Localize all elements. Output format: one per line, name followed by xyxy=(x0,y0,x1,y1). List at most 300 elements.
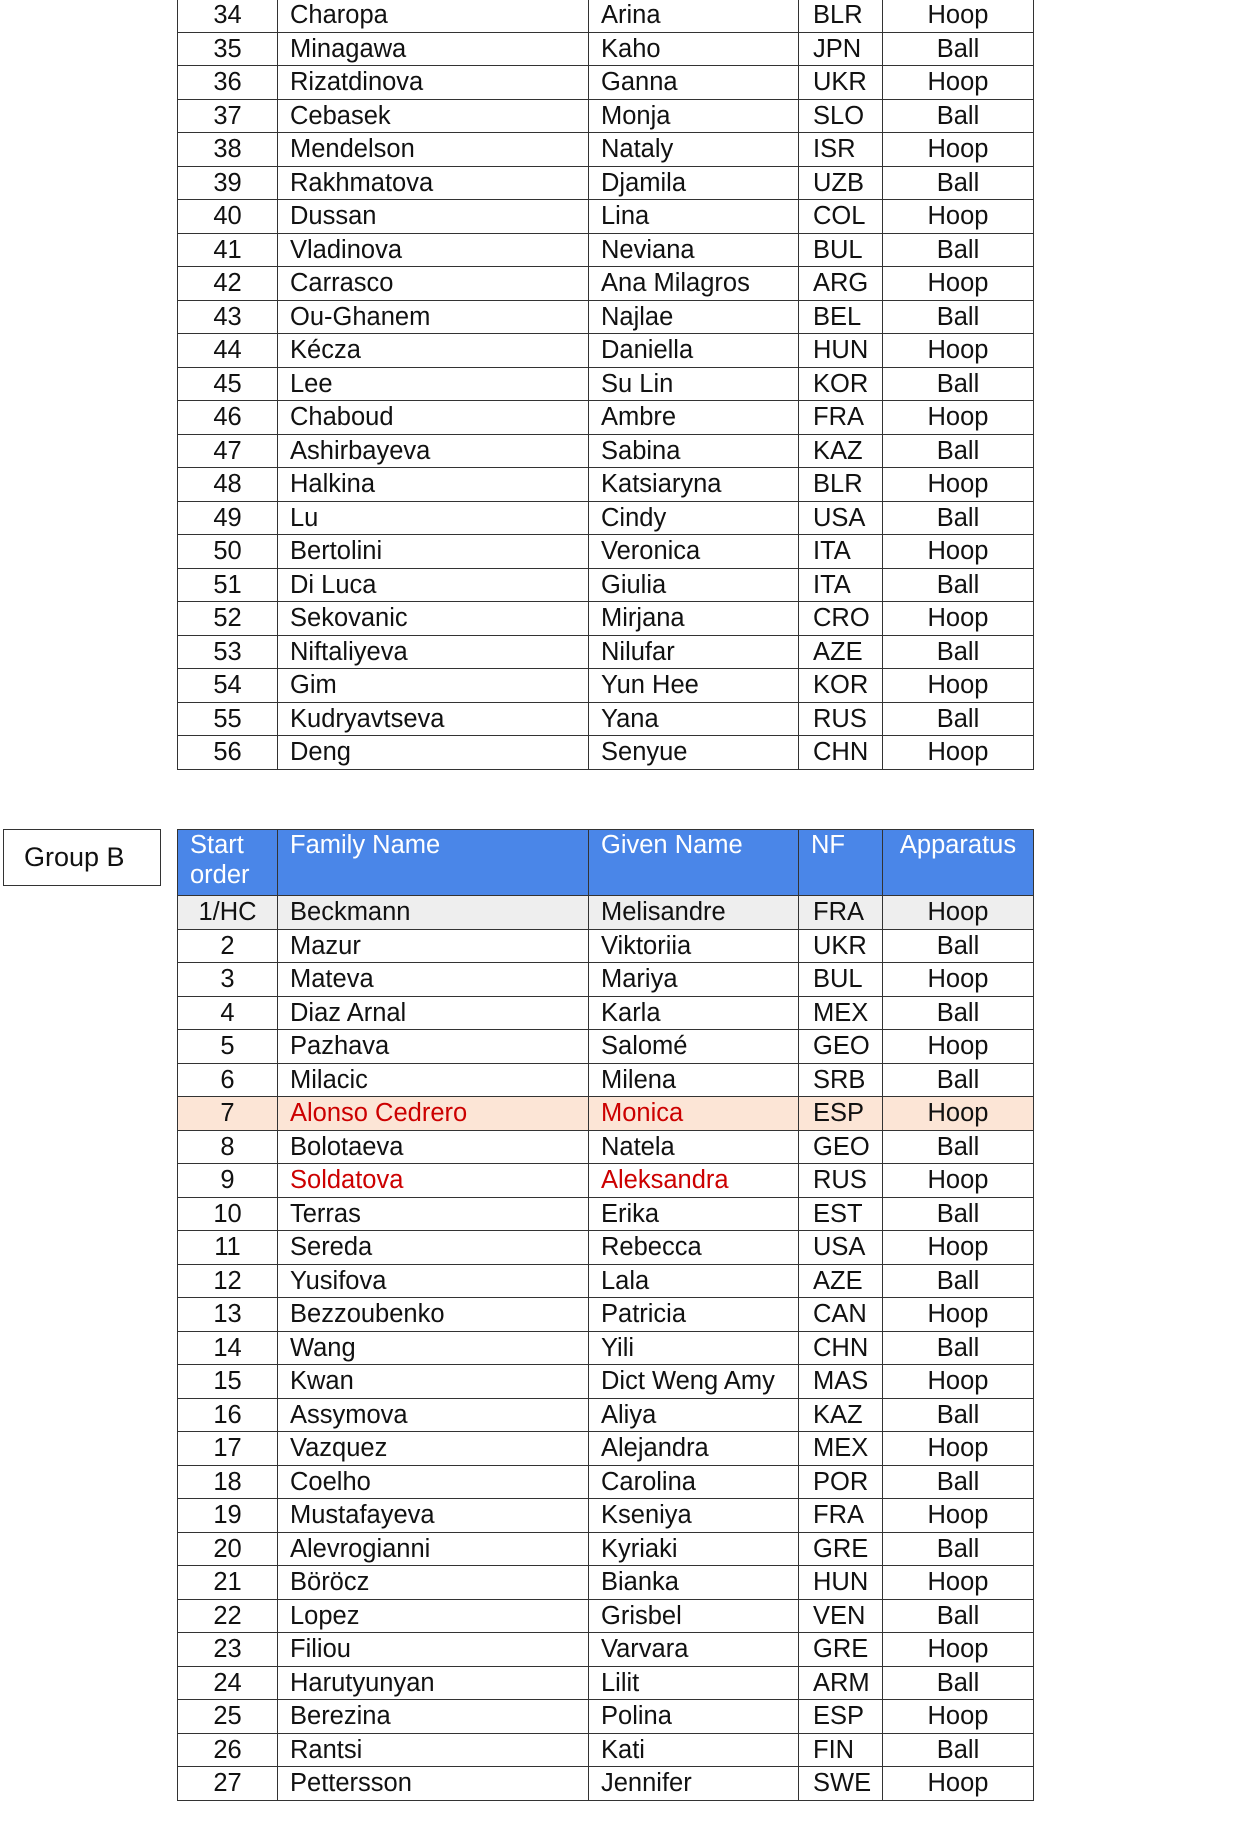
cell-nf: SWE xyxy=(799,1767,883,1801)
cell-apparatus: Ball xyxy=(883,1733,1034,1767)
table-row xyxy=(178,300,1034,334)
cell-nf: POR xyxy=(799,1465,883,1499)
table-row xyxy=(178,669,1034,703)
cell-family-name: Lopez xyxy=(278,1599,589,1633)
cell-nf: KAZ xyxy=(799,1398,883,1432)
table-row xyxy=(178,635,1034,669)
table-row xyxy=(178,1063,1034,1097)
cell-family-name: Dussan xyxy=(278,200,589,234)
cell-given-name: Monja xyxy=(589,99,799,133)
cell-given-name: Erika xyxy=(589,1197,799,1231)
cell-apparatus: Ball xyxy=(883,367,1034,401)
cell-family-name: Bezzoubenko xyxy=(278,1298,589,1332)
cell-nf: CHN xyxy=(799,1331,883,1365)
cell-apparatus: Hoop xyxy=(883,468,1034,502)
cell-family-name: Cebasek xyxy=(278,99,589,133)
cell-given-name: Veronica xyxy=(589,535,799,569)
cell-apparatus: Ball xyxy=(883,1264,1034,1298)
cell-nf: KOR xyxy=(799,669,883,703)
cell-nf: CRO xyxy=(799,602,883,636)
cell-family-name: Terras xyxy=(278,1197,589,1231)
cell-family-name: Assymova xyxy=(278,1398,589,1432)
cell-start-order: 15 xyxy=(178,1365,278,1399)
cell-family-name: Lee xyxy=(278,367,589,401)
cell-apparatus: Hoop xyxy=(883,1164,1034,1198)
cell-family-name: Mazur xyxy=(278,929,589,963)
cell-given-name: Djamila xyxy=(589,166,799,200)
cell-apparatus: Ball xyxy=(883,929,1034,963)
cell-nf: GRE xyxy=(799,1633,883,1667)
header-start-order-line2: order xyxy=(190,861,250,889)
cell-start-order: 24 xyxy=(178,1666,278,1700)
cell-nf: RUS xyxy=(799,702,883,736)
cell-nf: BUL xyxy=(799,963,883,997)
cell-given-name: Dict Weng Amy xyxy=(589,1365,799,1399)
cell-apparatus: Hoop xyxy=(883,267,1034,301)
table-row xyxy=(178,367,1034,401)
cell-apparatus: Ball xyxy=(883,1063,1034,1097)
cell-apparatus: Ball xyxy=(883,635,1034,669)
table-row xyxy=(178,1432,1034,1466)
cell-apparatus: Hoop xyxy=(883,1298,1034,1332)
cell-start-order: 22 xyxy=(178,1599,278,1633)
cell-nf: ITA xyxy=(799,535,883,569)
cell-nf: UZB xyxy=(799,166,883,200)
cell-apparatus: Ball xyxy=(883,702,1034,736)
table-row xyxy=(178,32,1034,66)
cell-given-name: Su Lin xyxy=(589,367,799,401)
cell-apparatus: Ball xyxy=(883,1465,1034,1499)
cell-start-order: 42 xyxy=(178,267,278,301)
cell-start-order: 34 xyxy=(178,0,278,32)
cell-given-name: Ganna xyxy=(589,66,799,100)
cell-family-name: Kwan xyxy=(278,1365,589,1399)
cell-family-name: Rizatdinova xyxy=(278,66,589,100)
cell-family-name: Bolotaeva xyxy=(278,1130,589,1164)
cell-nf: FRA xyxy=(799,1499,883,1533)
table-row xyxy=(178,166,1034,200)
cell-nf: CHN xyxy=(799,736,883,770)
cell-family-name: Berezina xyxy=(278,1700,589,1734)
table-row xyxy=(178,736,1034,770)
cell-given-name: Kati xyxy=(589,1733,799,1767)
cell-apparatus: Ball xyxy=(883,300,1034,334)
cell-given-name: Arina xyxy=(589,0,799,32)
cell-start-order: 54 xyxy=(178,669,278,703)
cell-start-order: 6 xyxy=(178,1063,278,1097)
cell-given-name: Ana Milagros xyxy=(589,267,799,301)
cell-apparatus: Hoop xyxy=(883,1767,1034,1801)
cell-apparatus: Hoop xyxy=(883,0,1034,32)
cell-apparatus: Ball xyxy=(883,1197,1034,1231)
header-family-name: Family Name xyxy=(278,830,589,896)
cell-family-name: Mendelson xyxy=(278,133,589,167)
cell-given-name: Salomé xyxy=(589,1030,799,1064)
cell-start-order: 19 xyxy=(178,1499,278,1533)
cell-given-name: Ambre xyxy=(589,401,799,435)
cell-given-name: Karla xyxy=(589,996,799,1030)
cell-start-order: 27 xyxy=(178,1767,278,1801)
cell-apparatus: Ball xyxy=(883,501,1034,535)
table-row xyxy=(178,468,1034,502)
cell-given-name: Nilufar xyxy=(589,635,799,669)
header-given-name: Given Name xyxy=(589,830,799,896)
cell-family-name: Sereda xyxy=(278,1231,589,1265)
cell-nf: CAN xyxy=(799,1298,883,1332)
cell-apparatus: Ball xyxy=(883,32,1034,66)
cell-nf: JPN xyxy=(799,32,883,66)
cell-nf: FRA xyxy=(799,401,883,435)
table-row xyxy=(178,1532,1034,1566)
cell-family-name: Beckmann xyxy=(278,896,589,930)
cell-given-name: Aliya xyxy=(589,1398,799,1432)
cell-family-name: Soldatova xyxy=(278,1164,589,1198)
table-row xyxy=(178,1666,1034,1700)
cell-start-order: 45 xyxy=(178,367,278,401)
table-row xyxy=(178,66,1034,100)
cell-apparatus: Ball xyxy=(883,1398,1034,1432)
table-row xyxy=(178,401,1034,435)
table-row xyxy=(178,1633,1034,1667)
cell-given-name: Melisandre xyxy=(589,896,799,930)
cell-apparatus: Ball xyxy=(883,1532,1034,1566)
cell-nf: ARG xyxy=(799,267,883,301)
cell-given-name: Carolina xyxy=(589,1465,799,1499)
cell-nf: ARM xyxy=(799,1666,883,1700)
cell-given-name: Polina xyxy=(589,1700,799,1734)
cell-given-name: Lala xyxy=(589,1264,799,1298)
cell-start-order: 50 xyxy=(178,535,278,569)
cell-family-name: Bertolini xyxy=(278,535,589,569)
cell-given-name: Patricia xyxy=(589,1298,799,1332)
cell-apparatus: Hoop xyxy=(883,1566,1034,1600)
cell-apparatus: Hoop xyxy=(883,896,1034,930)
table-row xyxy=(178,1767,1034,1801)
table-row xyxy=(178,1197,1034,1231)
cell-given-name: Yana xyxy=(589,702,799,736)
table-row xyxy=(178,1566,1034,1600)
cell-given-name: Jennifer xyxy=(589,1767,799,1801)
table-row xyxy=(178,1130,1034,1164)
cell-family-name: Harutyunyan xyxy=(278,1666,589,1700)
cell-apparatus: Hoop xyxy=(883,66,1034,100)
table-row xyxy=(178,1733,1034,1767)
group-b-label-text: Group B xyxy=(24,842,125,872)
cell-nf: MEX xyxy=(799,996,883,1030)
table-row xyxy=(178,963,1034,997)
cell-start-order: 56 xyxy=(178,736,278,770)
cell-apparatus: Hoop xyxy=(883,1365,1034,1399)
cell-start-order: 12 xyxy=(178,1264,278,1298)
cell-apparatus: Hoop xyxy=(883,133,1034,167)
cell-start-order: 48 xyxy=(178,468,278,502)
cell-family-name: Mustafayeva xyxy=(278,1499,589,1533)
table-row xyxy=(178,434,1034,468)
table-row xyxy=(178,1465,1034,1499)
cell-start-order: 40 xyxy=(178,200,278,234)
cell-family-name: Alevrogianni xyxy=(278,1532,589,1566)
cell-given-name: Kyriaki xyxy=(589,1532,799,1566)
cell-family-name: Carrasco xyxy=(278,267,589,301)
cell-apparatus: Ball xyxy=(883,1666,1034,1700)
cell-apparatus: Ball xyxy=(883,166,1034,200)
cell-start-order: 2 xyxy=(178,929,278,963)
cell-nf: UKR xyxy=(799,929,883,963)
cell-family-name: Vazquez xyxy=(278,1432,589,1466)
cell-nf: USA xyxy=(799,1231,883,1265)
table-header-row xyxy=(178,830,1034,896)
cell-family-name: Chaboud xyxy=(278,401,589,435)
cell-start-order: 20 xyxy=(178,1532,278,1566)
cell-apparatus: Hoop xyxy=(883,1499,1034,1533)
cell-apparatus: Ball xyxy=(883,1331,1034,1365)
table-row xyxy=(178,1164,1034,1198)
cell-given-name: Sabina xyxy=(589,434,799,468)
cell-given-name: Daniella xyxy=(589,334,799,368)
cell-nf: ITA xyxy=(799,568,883,602)
cell-given-name: Senyue xyxy=(589,736,799,770)
cell-given-name: Mirjana xyxy=(589,602,799,636)
cell-start-order: 3 xyxy=(178,963,278,997)
cell-apparatus: Hoop xyxy=(883,1633,1034,1667)
cell-given-name: Aleksandra xyxy=(589,1164,799,1198)
cell-start-order: 16 xyxy=(178,1398,278,1432)
cell-nf: ISR xyxy=(799,133,883,167)
start-list-table-group-b xyxy=(177,829,1034,1801)
cell-nf: GEO xyxy=(799,1130,883,1164)
table-row xyxy=(178,602,1034,636)
cell-start-order: 13 xyxy=(178,1298,278,1332)
cell-family-name: Alonso Cedrero xyxy=(278,1097,589,1131)
cell-apparatus: Hoop xyxy=(883,535,1034,569)
cell-given-name: Varvara xyxy=(589,1633,799,1667)
cell-given-name: Lilit xyxy=(589,1666,799,1700)
cell-nf: HUN xyxy=(799,334,883,368)
cell-nf: VEN xyxy=(799,1599,883,1633)
table-row xyxy=(178,0,1034,32)
cell-start-order: 55 xyxy=(178,702,278,736)
cell-given-name: Monica xyxy=(589,1097,799,1131)
cell-nf: UKR xyxy=(799,66,883,100)
cell-nf: BLR xyxy=(799,0,883,32)
cell-start-order: 47 xyxy=(178,434,278,468)
cell-nf: SRB xyxy=(799,1063,883,1097)
table-row xyxy=(178,1365,1034,1399)
cell-apparatus: Hoop xyxy=(883,602,1034,636)
cell-family-name: Yusifova xyxy=(278,1264,589,1298)
cell-nf: USA xyxy=(799,501,883,535)
cell-start-order: 35 xyxy=(178,32,278,66)
cell-start-order: 10 xyxy=(178,1197,278,1231)
cell-start-order: 5 xyxy=(178,1030,278,1064)
cell-start-order: 25 xyxy=(178,1700,278,1734)
table-row xyxy=(178,267,1034,301)
cell-family-name: Vladinova xyxy=(278,233,589,267)
cell-family-name: Filiou xyxy=(278,1633,589,1667)
table-row xyxy=(178,501,1034,535)
cell-start-order: 4 xyxy=(178,996,278,1030)
cell-apparatus: Hoop xyxy=(883,736,1034,770)
cell-given-name: Bianka xyxy=(589,1566,799,1600)
cell-start-order: 36 xyxy=(178,66,278,100)
table-row xyxy=(178,233,1034,267)
cell-family-name: Halkina xyxy=(278,468,589,502)
start-list-table-top xyxy=(177,0,1034,770)
cell-family-name: Pettersson xyxy=(278,1767,589,1801)
cell-start-order: 37 xyxy=(178,99,278,133)
cell-nf: GEO xyxy=(799,1030,883,1064)
table-row xyxy=(178,929,1034,963)
cell-nf: ESP xyxy=(799,1097,883,1131)
cell-family-name: Diaz Arnal xyxy=(278,996,589,1030)
cell-family-name: Kécza xyxy=(278,334,589,368)
cell-nf: KOR xyxy=(799,367,883,401)
cell-family-name: Gim xyxy=(278,669,589,703)
cell-given-name: Mariya xyxy=(589,963,799,997)
cell-family-name: Böröcz xyxy=(278,1566,589,1600)
cell-given-name: Natela xyxy=(589,1130,799,1164)
cell-nf: GRE xyxy=(799,1532,883,1566)
cell-nf: AZE xyxy=(799,1264,883,1298)
cell-apparatus: Ball xyxy=(883,434,1034,468)
cell-start-order: 49 xyxy=(178,501,278,535)
cell-family-name: Mateva xyxy=(278,963,589,997)
cell-given-name: Neviana xyxy=(589,233,799,267)
cell-apparatus: Hoop xyxy=(883,963,1034,997)
table-row xyxy=(178,535,1034,569)
cell-start-order: 51 xyxy=(178,568,278,602)
table-row xyxy=(178,1231,1034,1265)
table-row xyxy=(178,1264,1034,1298)
table-row xyxy=(178,99,1034,133)
cell-start-order: 41 xyxy=(178,233,278,267)
cell-start-order: 8 xyxy=(178,1130,278,1164)
cell-family-name: Milacic xyxy=(278,1063,589,1097)
cell-apparatus: Ball xyxy=(883,996,1034,1030)
cell-apparatus: Hoop xyxy=(883,1700,1034,1734)
cell-nf: COL xyxy=(799,200,883,234)
cell-given-name: Katsiaryna xyxy=(589,468,799,502)
cell-start-order: 11 xyxy=(178,1231,278,1265)
cell-apparatus: Hoop xyxy=(883,1030,1034,1064)
table-row xyxy=(178,1398,1034,1432)
cell-nf: ESP xyxy=(799,1700,883,1734)
cell-nf: MEX xyxy=(799,1432,883,1466)
header-start-order-line1: Start xyxy=(190,831,244,859)
header-apparatus: Apparatus xyxy=(883,830,1034,896)
cell-given-name: Yun Hee xyxy=(589,669,799,703)
cell-start-order: 14 xyxy=(178,1331,278,1365)
cell-apparatus: Hoop xyxy=(883,200,1034,234)
cell-apparatus: Hoop xyxy=(883,1432,1034,1466)
cell-start-order: 23 xyxy=(178,1633,278,1667)
cell-given-name: Nataly xyxy=(589,133,799,167)
cell-start-order: 7 xyxy=(178,1097,278,1131)
cell-apparatus: Hoop xyxy=(883,669,1034,703)
cell-given-name: Lina xyxy=(589,200,799,234)
cell-given-name: Kseniya xyxy=(589,1499,799,1533)
cell-start-order: 44 xyxy=(178,334,278,368)
table-row xyxy=(178,1331,1034,1365)
header-nf: NF xyxy=(799,830,883,896)
table-row xyxy=(178,133,1034,167)
cell-start-order: 26 xyxy=(178,1733,278,1767)
cell-nf: FRA xyxy=(799,896,883,930)
table-row xyxy=(178,896,1034,930)
cell-family-name: Minagawa xyxy=(278,32,589,66)
cell-given-name: Grisbel xyxy=(589,1599,799,1633)
table-row xyxy=(178,1097,1034,1131)
cell-nf: EST xyxy=(799,1197,883,1231)
cell-family-name: Sekovanic xyxy=(278,602,589,636)
cell-family-name: Charopa xyxy=(278,0,589,32)
cell-nf: BEL xyxy=(799,300,883,334)
group-b-label xyxy=(3,829,161,886)
cell-given-name: Kaho xyxy=(589,32,799,66)
cell-family-name: Niftaliyeva xyxy=(278,635,589,669)
cell-nf: MAS xyxy=(799,1365,883,1399)
cell-family-name: Rakhmatova xyxy=(278,166,589,200)
cell-apparatus: Hoop xyxy=(883,334,1034,368)
cell-family-name: Pazhava xyxy=(278,1030,589,1064)
cell-apparatus: Hoop xyxy=(883,401,1034,435)
cell-nf: AZE xyxy=(799,635,883,669)
cell-given-name: Rebecca xyxy=(589,1231,799,1265)
cell-nf: KAZ xyxy=(799,434,883,468)
cell-nf: BUL xyxy=(799,233,883,267)
table-row xyxy=(178,334,1034,368)
table-row xyxy=(178,1030,1034,1064)
cell-given-name: Giulia xyxy=(589,568,799,602)
cell-start-order: 21 xyxy=(178,1566,278,1600)
cell-apparatus: Hoop xyxy=(883,1097,1034,1131)
cell-family-name: Ou-Ghanem xyxy=(278,300,589,334)
cell-apparatus: Hoop xyxy=(883,1231,1034,1265)
cell-nf: FIN xyxy=(799,1733,883,1767)
cell-start-order: 38 xyxy=(178,133,278,167)
table-row xyxy=(178,1599,1034,1633)
cell-nf: SLO xyxy=(799,99,883,133)
cell-start-order: 17 xyxy=(178,1432,278,1466)
cell-apparatus: Ball xyxy=(883,568,1034,602)
table-row xyxy=(178,568,1034,602)
cell-given-name: Najlae xyxy=(589,300,799,334)
cell-family-name: Coelho xyxy=(278,1465,589,1499)
cell-apparatus: Ball xyxy=(883,1130,1034,1164)
cell-family-name: Rantsi xyxy=(278,1733,589,1767)
cell-family-name: Lu xyxy=(278,501,589,535)
table-row xyxy=(178,200,1034,234)
table-row xyxy=(178,996,1034,1030)
cell-nf: BLR xyxy=(799,468,883,502)
cell-apparatus: Ball xyxy=(883,233,1034,267)
cell-given-name: Alejandra xyxy=(589,1432,799,1466)
cell-family-name: Deng xyxy=(278,736,589,770)
table-row xyxy=(178,1499,1034,1533)
cell-start-order: 52 xyxy=(178,602,278,636)
cell-family-name: Wang xyxy=(278,1331,589,1365)
cell-apparatus: Ball xyxy=(883,1599,1034,1633)
cell-family-name: Di Luca xyxy=(278,568,589,602)
table-row xyxy=(178,1298,1034,1332)
cell-start-order: 9 xyxy=(178,1164,278,1198)
cell-start-order: 39 xyxy=(178,166,278,200)
cell-family-name: Ashirbayeva xyxy=(278,434,589,468)
cell-start-order: 43 xyxy=(178,300,278,334)
cell-start-order: 18 xyxy=(178,1465,278,1499)
cell-given-name: Yili xyxy=(589,1331,799,1365)
cell-start-order: 46 xyxy=(178,401,278,435)
